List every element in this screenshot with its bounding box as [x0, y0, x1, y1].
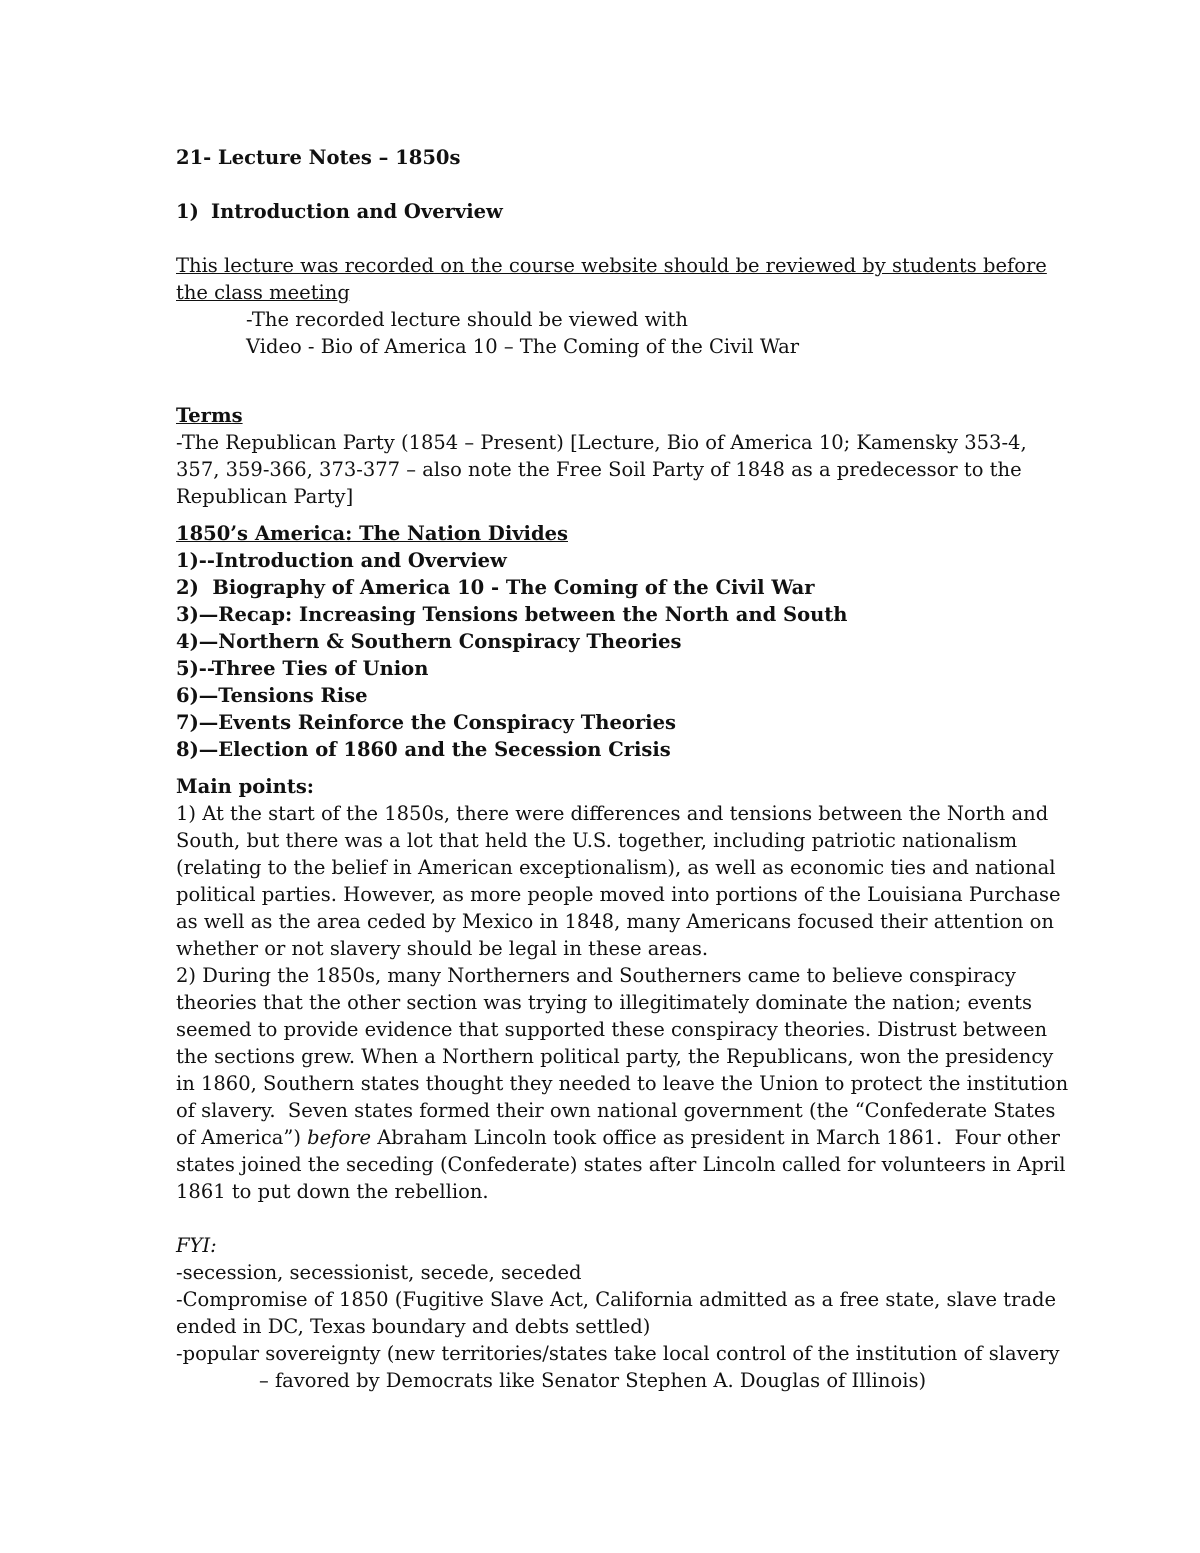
- notice-line-2: the class meeting: [176, 281, 350, 304]
- intro-heading-number: 1): [176, 200, 199, 223]
- main-point-2-line: 2) During the 1850s, many Northerners and Southerners came to believe conspiracy: [176, 964, 1016, 987]
- main-point-2-line: the sections grew. When a Northern political party, the Republicans, won the presidency: [176, 1045, 1054, 1068]
- outline-item: 1)--Introduction and Overview: [176, 549, 507, 572]
- fyi-line: ended in DC, Texas boundary and debts settled): [176, 1315, 651, 1338]
- document-title: 21- Lecture Notes – 1850s: [176, 146, 461, 169]
- outline-item: 5)--Three Ties of Union: [176, 657, 429, 680]
- main-point-2-post-italic: Abraham Lincoln took office as president in March 1861. Four other: [371, 1126, 1060, 1149]
- main-point-1-line: South, but there was a lot that held the U.S. together, including patriotic nationalism: [176, 829, 1018, 852]
- main-point-1-line: as well as the area ceded by Mexico in 1848, many Americans focused their attention on: [176, 910, 1054, 933]
- notice-line-1: This lecture was recorded on the course website should be reviewed by students before: [176, 254, 1047, 277]
- outline-item: 7)—Events Reinforce the Conspiracy Theories: [176, 711, 676, 734]
- main-point-2-line: states joined the seceding (Confederate) states after Lincoln called for volunteers in April: [176, 1153, 1066, 1176]
- outline-item: 2) Biography of America 10 - The Coming of the Civil War: [176, 576, 815, 599]
- video-line: Video - Bio of America 10 – The Coming of the Civil War: [246, 335, 800, 358]
- fyi-line: -Compromise of 1850 (Fugitive Slave Act, California admitted as a free state, slave trade: [176, 1288, 1056, 1311]
- intro-heading: [176, 198, 1046, 225]
- main-point-2-italic-word: before: [307, 1126, 371, 1149]
- terms-heading: Terms: [176, 404, 243, 427]
- intro-heading-text: Introduction and Overview: [211, 200, 503, 223]
- outline-item: 8)—Election of 1860 and the Secession Crisis: [176, 738, 671, 761]
- main-point-1-line: (relating to the belief in American exceptionalism), as well as economic ties and national: [176, 856, 1056, 879]
- main-point-1-line: 1) At the start of the 1850s, there were differences and tensions between the North and: [176, 802, 1049, 825]
- main-point-1-line: political parties. However, as more people moved into portions of the Louisiana Purchase: [176, 883, 1061, 906]
- main-point-2-line: theories that the other section was trying to illegitimately dominate the nation; events: [176, 991, 1033, 1014]
- fyi-line: -secession, secessionist, secede, seceded: [176, 1261, 582, 1284]
- main-point-2-pre-italic: of America”): [176, 1126, 308, 1149]
- outline-item: 4)—Northern & Southern Conspiracy Theories: [176, 630, 682, 653]
- main-point-2-line: seemed to provide evidence that supported these conspiracy theories. Distrust between: [176, 1018, 1048, 1041]
- terms-line: Republican Party]: [176, 485, 354, 508]
- main-point-2-line: of slavery. Seven states formed their own national government (the “Confederate States: [176, 1099, 1056, 1122]
- outline-item: 3)—Recap: Increasing Tensions between the North and South: [176, 603, 848, 626]
- outline-heading: 1850’s America: The Nation Divides: [176, 522, 568, 545]
- terms-line: 357, 359-366, 373-377 – also note the Free Soil Party of 1848 as a predecessor to the: [176, 458, 1022, 481]
- main-point-2-line: [176, 1124, 1060, 1151]
- document-body: [176, 144, 1069, 1394]
- fyi-indented-line: – favored by Democrats like Senator Stephen A. Douglas of Illinois): [259, 1369, 927, 1392]
- main-point-2-line: 1861 to put down the rebellion.: [176, 1180, 489, 1203]
- recorded-lecture-line: -The recorded lecture should be viewed with: [246, 308, 688, 331]
- main-points-heading: Main points:: [176, 775, 315, 798]
- main-point-2-line: in 1860, Southern states thought they needed to leave the Union to protect the institution: [176, 1072, 1069, 1095]
- outline-item: 6)—Tensions Rise: [176, 684, 368, 707]
- main-point-1-line: whether or not slavery should be legal in these areas.: [176, 937, 709, 960]
- terms-line: -The Republican Party (1854 – Present) [Lecture, Bio of America 10; Kamensky 353-4,: [176, 431, 1027, 454]
- fyi-heading: FYI:: [176, 1234, 217, 1257]
- fyi-line: -popular sovereignty (new territories/states take local control of the institution of slavery: [176, 1342, 1060, 1365]
